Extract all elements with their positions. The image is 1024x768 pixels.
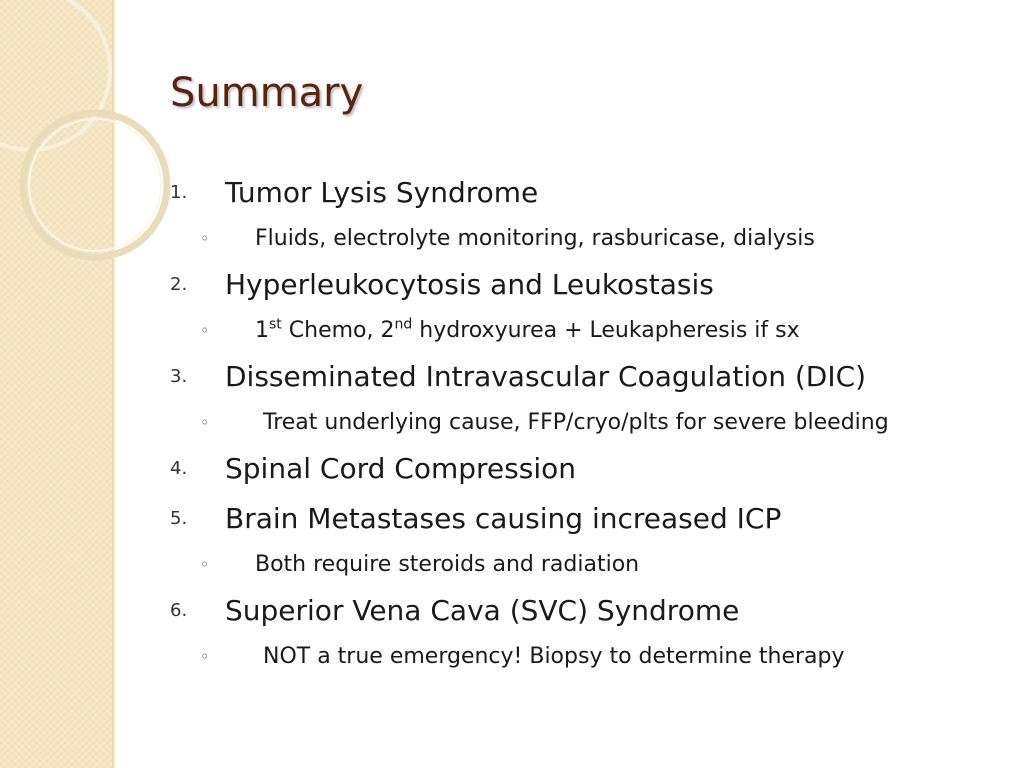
list-item bbox=[170, 170, 990, 214]
item-number: 3. bbox=[170, 365, 188, 387]
item-label: Tumor Lysis Syndrome bbox=[225, 175, 539, 209]
sub-item-text: NOT a true emergency! Biopsy to determine therapy bbox=[263, 643, 845, 669]
list-item bbox=[170, 354, 990, 398]
sub-text-part: Chemo, 2 bbox=[281, 317, 395, 343]
sub-text-part: hydroxyurea + Leukapheresis if sx bbox=[412, 317, 800, 343]
decorative-rings bbox=[0, 0, 180, 300]
item-number: 1. bbox=[170, 181, 188, 203]
hollow-bullet-icon: ◦ bbox=[200, 554, 210, 574]
sub-item bbox=[170, 214, 990, 262]
superscript-st: st bbox=[269, 316, 282, 333]
hollow-bullet-icon: ◦ bbox=[200, 646, 210, 666]
sub-item-text: Both require steroids and radiation bbox=[255, 551, 640, 577]
list-item bbox=[170, 588, 990, 632]
hollow-bullet-icon: ◦ bbox=[200, 228, 210, 248]
item-label: Superior Vena Cava (SVC) Syndrome bbox=[225, 593, 740, 627]
list-item bbox=[170, 262, 990, 306]
item-label: Brain Metastases causing increased ICP bbox=[225, 501, 782, 535]
item-number: 5. bbox=[170, 507, 188, 529]
item-label: Disseminated Intravascular Coagulation (DIC) bbox=[225, 359, 867, 393]
hollow-bullet-icon: ◦ bbox=[200, 412, 210, 432]
item-number: 4. bbox=[170, 457, 188, 479]
item-label: Hyperleukocytosis and Leukostasis bbox=[225, 267, 714, 301]
summary-list bbox=[170, 170, 990, 680]
item-label: Spinal Cord Compression bbox=[225, 451, 576, 485]
list-item bbox=[170, 446, 990, 490]
decorative-ring-small bbox=[23, 113, 167, 257]
decorative-ring-small-inner bbox=[29, 119, 161, 251]
sub-item bbox=[170, 398, 990, 446]
sub-item bbox=[170, 632, 990, 680]
sub-item bbox=[170, 540, 990, 588]
sub-item-text: Treat underlying cause, FFP/cryo/plts for severe bleeding bbox=[263, 409, 889, 435]
item-number: 6. bbox=[170, 599, 188, 621]
sub-item-text: Fluids, electrolyte monitoring, rasburicase, dialysis bbox=[255, 225, 815, 251]
hollow-bullet-icon: ◦ bbox=[200, 320, 210, 340]
sub-item bbox=[170, 306, 990, 354]
slide-title: Summary bbox=[170, 70, 364, 116]
list-item bbox=[170, 496, 990, 540]
item-number: 2. bbox=[170, 273, 188, 295]
sub-text-part: 1 bbox=[255, 317, 269, 343]
sub-item-text bbox=[255, 318, 800, 343]
superscript-nd: nd bbox=[394, 316, 413, 333]
